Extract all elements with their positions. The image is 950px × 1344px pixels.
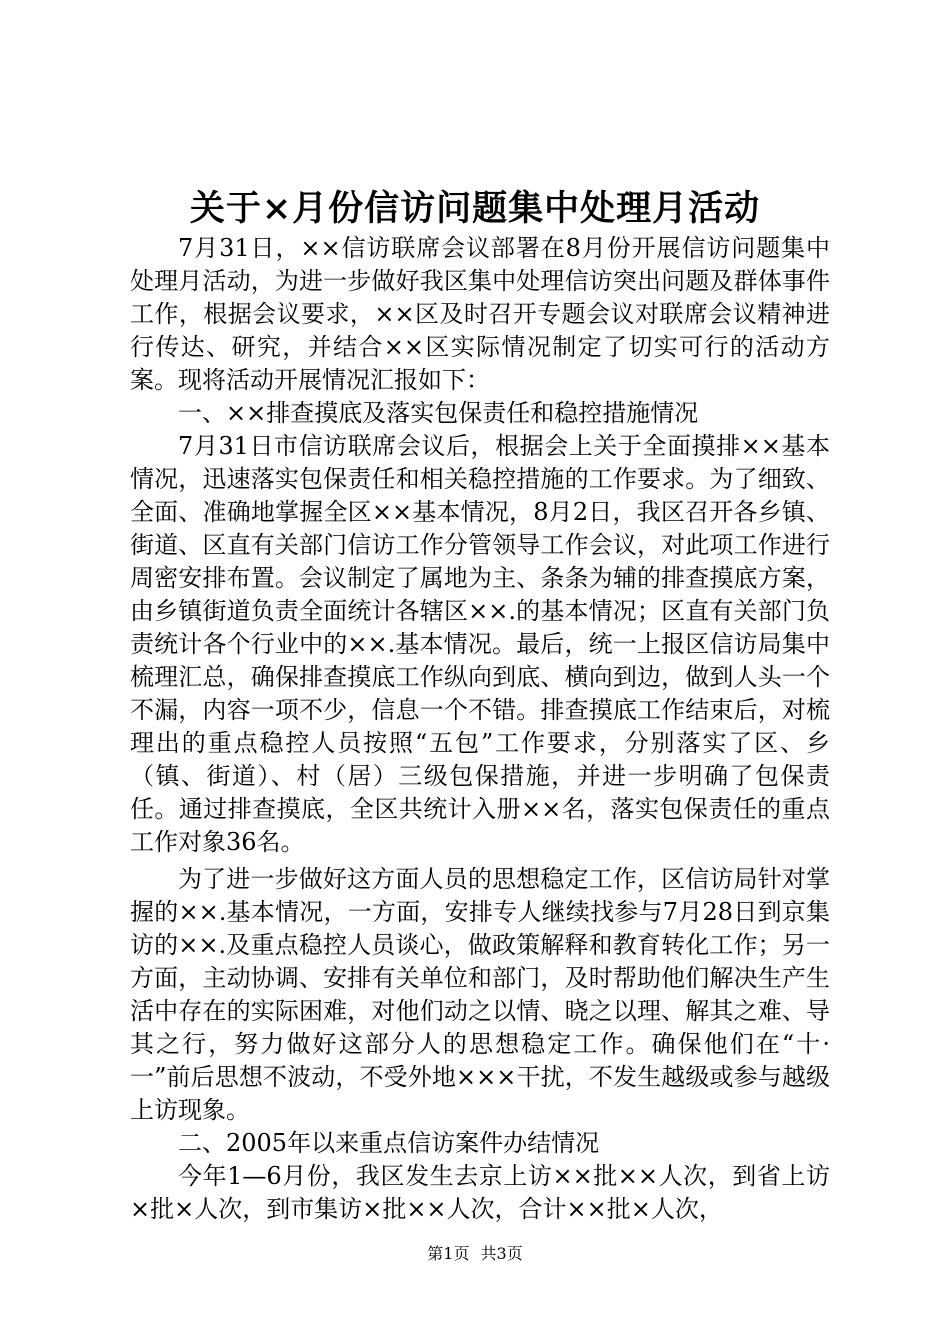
page-number: 第1页 [427,1244,470,1263]
section-heading-1: 一、××排查摸底及落实包保责任和稳控措施情况 [178,399,699,427]
document-body [130,232,830,1226]
page-footer [0,1242,950,1266]
page-total: 共3页 [480,1244,523,1263]
paragraph-stability-work: 为了进一步做好这方面人员的思想稳定工作，区信访局针对掌握的××.基本情况，一方面，安排专人继续找参与7月28日到京集访的××.及重点稳控人员谈心，做政策解释和教育转化工作；另一方面，主动协调、安排有关单位和部门，及时帮助他们解决生产生活中存在的实际困难，对他们动之以情、晓之以理、解其之难、导其之行，努力做好这部分人的思想稳定工作。确保他们在“十·一”前后思想不波动，不受外地×××干扰，不发生越级或参与越级上访现象。 [130,865,830,1124]
paragraph-intro: 7月31日，××信访联席会议部署在8月份开展信访问题集中处理月活动，为进一步做好我区集中处理信访突出问题及群体事件工作，根据会议要求，××区及时召开专题会议对联席会议精神进行传达、研究，并结合××区实际情况制定了切实可行的活动方案。现将活动开展情况汇报如下： [130,234,830,394]
document-title: 关于×月份信访问题集中处理月活动 [189,188,761,229]
section-heading-2: 二、2005年以来重点信访案件办结情况 [178,1129,600,1157]
paragraph-case-statistics: 今年1—6月份，我区发生去京上访××批××人次，到省上访×批×人次，到市集访×批××人次，合计××批×人次， [130,1162,830,1223]
paragraph-investigation: 7月31日市信访联席会议后，根据会上关于全面摸排××基本情况，迅速落实包保责任和相关稳控措施的工作要求。为了细致、全面、准确地掌握全区××基本情况，8月2日，我区召开各乡镇、街道、区直有关部门信访工作分管领导工作会议，对此项工作进行周密安排布置。会议制定了属地为主、条条为辅的排查摸底方案，由乡镇街道负责全面统计各辖区××.的基本情况；区直有关部门负责统计各个行业中的××.基本情况。最后，统一上报区信访局集中梳理汇总，确保排查摸底工作纵向到底、横向到边，做到人头一个不漏，内容一项不少，信息一个不错。排查摸底工作结束后，对梳理出的重点稳控人员按照“五包”工作要求，分别落实了区、乡（镇、街道）、村（居）三级包保措施，并进一步明确了包保责任。通过排查摸底，全区共统计入册××名，落实包保责任的重点工作对象36名。 [130,432,830,856]
